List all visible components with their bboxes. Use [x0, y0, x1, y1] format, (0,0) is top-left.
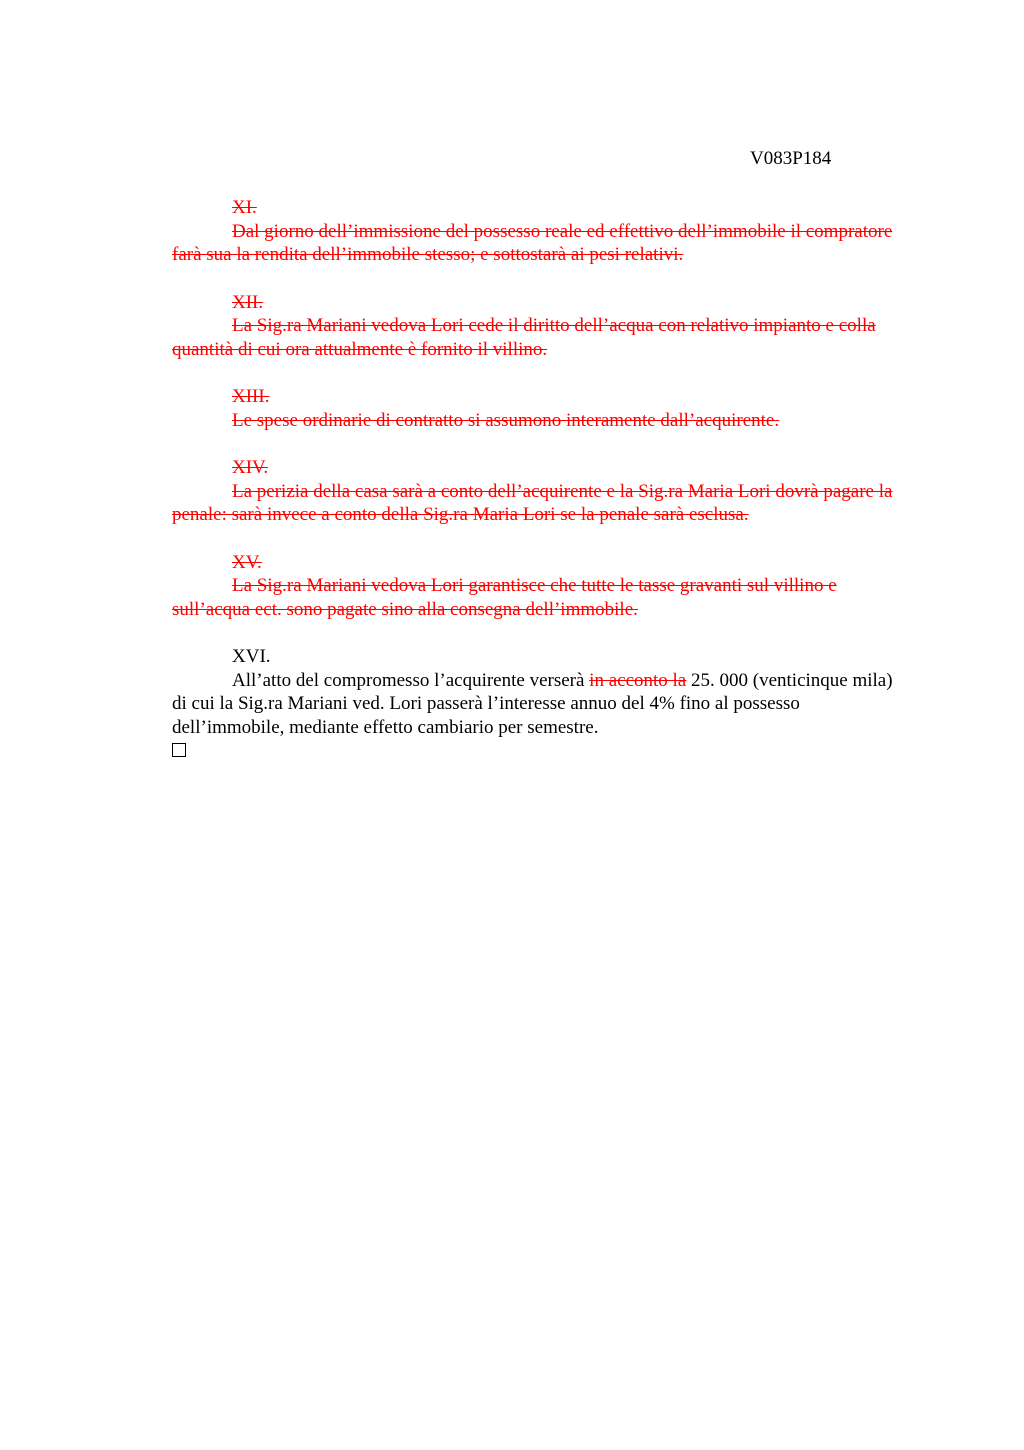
article-number: XIV. — [232, 457, 269, 478]
article-text: Dal giorno dell’immissione del possesso reale ed effettivo dell’immobile il compratore farà sua la rendita dell’immobile stesso; e sottostarà ai pesi relativi. — [172, 220, 893, 265]
article-text: La Sig.ra Mariani vedova Lori cede il diritto dell’acqua con relativo impianto e colla quantità di cui ora attualmente è fornito il villino. — [172, 315, 876, 360]
article-number: XII. — [232, 291, 264, 313]
article-xii — [172, 291, 907, 362]
article-number: XIII. — [232, 386, 270, 407]
article-text-end: 25. 000 (venticinque mila) di cui la Sig.ra Mariani ved. Lori passerà l’interesse annuo del 4% fino al possesso dell’immobile, mediante effetto cambiario per semestre. — [172, 669, 893, 738]
article-xi — [172, 196, 907, 267]
article-xiv — [172, 456, 907, 527]
article-text: La Sig.ra Mariani vedova Lori garantisce che tutte le tasse gravanti sul villino e sull’acqua ect. sono pagate sino alla consegna dell’immobile. — [172, 575, 837, 620]
article-text: La perizia della casa sarà a conto dell’acquirente e la Sig.ra Maria Lori dovrà pagare la penale: sarà invece a conto della Sig.ra Maria Lori se la penale sarà esclusa. — [172, 480, 893, 525]
article-number: XVI. — [232, 646, 271, 667]
article-xv — [172, 551, 907, 622]
article-xiii — [172, 385, 907, 432]
article-number: XV. — [232, 551, 262, 573]
deleted-text: in acconto la — [589, 669, 687, 691]
document-body — [172, 196, 907, 757]
article-xvi — [172, 645, 907, 739]
checkbox-symbol — [172, 743, 186, 757]
article-text-start: All’atto del compromesso l’acquirente verserà — [232, 669, 590, 691]
article-number: XI. — [232, 197, 257, 218]
article-text — [172, 669, 907, 740]
article-text: Le spese ordinarie di contratto si assumono interamente dall’acquirente. — [232, 409, 780, 431]
page-code: V083P184 — [750, 148, 832, 169]
